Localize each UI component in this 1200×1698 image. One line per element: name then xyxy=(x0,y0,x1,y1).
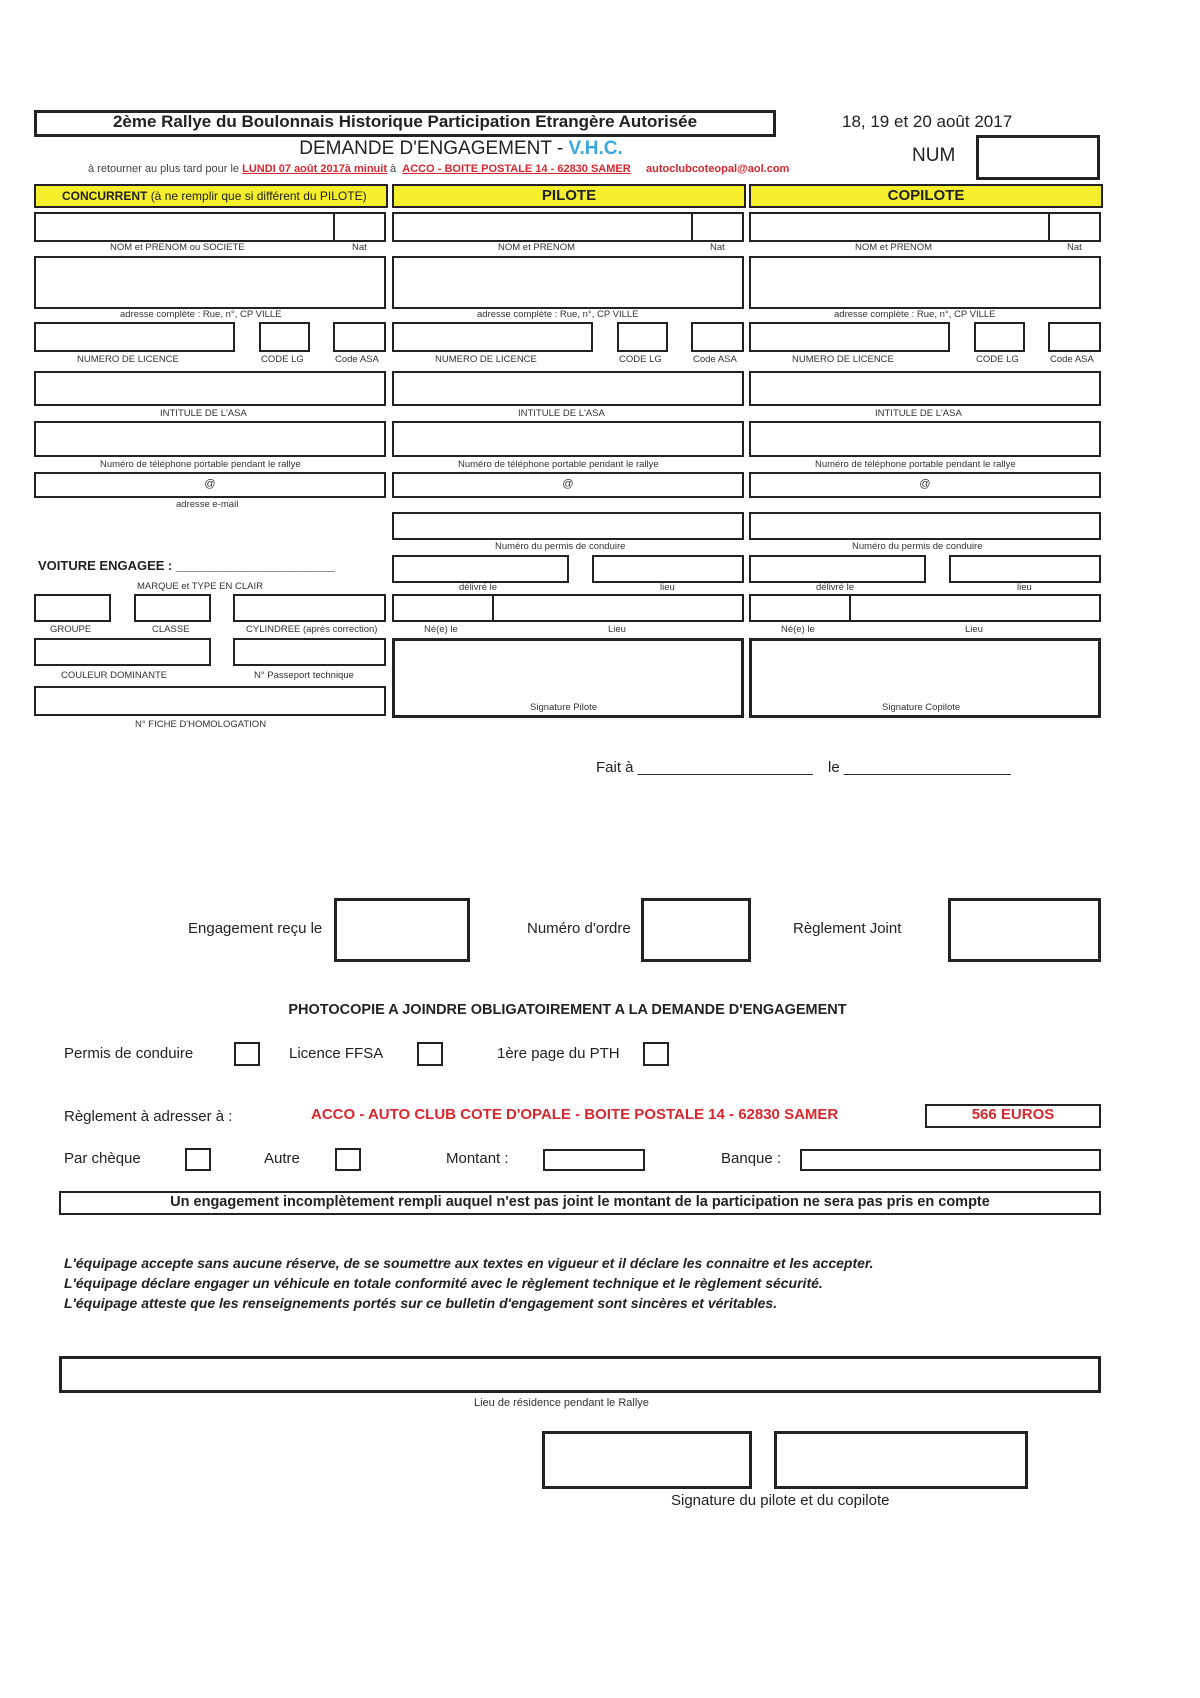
autre-label: Autre xyxy=(264,1150,300,1167)
copilote-licence-label: NUMERO DE LICENCE xyxy=(792,354,894,365)
concurrent-email-label: adresse e-mail xyxy=(176,499,239,510)
copilote-licence-field[interactable] xyxy=(749,322,950,352)
return-address: ACCO - BOITE POSTALE 14 - 62830 SAMER xyxy=(402,163,631,175)
amount-text: 566 EUROS xyxy=(971,1106,1055,1123)
copilote-phone-field[interactable] xyxy=(749,421,1101,457)
pilote-delivre-label: délivré le xyxy=(459,582,498,593)
concurrent-header xyxy=(34,184,388,208)
reglement-label: Règlement à adresser à : xyxy=(64,1108,233,1125)
copilote-asa-label: INTITULE DE L'ASA xyxy=(875,408,962,419)
engagement-recu-label: Engagement reçu le xyxy=(188,920,323,937)
pth-checkbox[interactable] xyxy=(643,1042,669,1066)
copilote-delivre-field[interactable] xyxy=(749,555,926,583)
rally-title: 2ème Rallye du Boulonnais Historique Participation Etrangère Autorisée xyxy=(112,112,698,131)
pilote-phone-field[interactable] xyxy=(392,421,744,457)
copilote-codelg-field[interactable] xyxy=(974,322,1025,352)
concurrent-asa-label: INTITULE DE L'ASA xyxy=(160,408,247,419)
copilote-lieu-naissance-label: Lieu xyxy=(965,624,983,635)
pilote-codelg-field[interactable] xyxy=(617,322,668,352)
pilote-name-label: NOM et PRENOM xyxy=(498,242,576,253)
pilote-lieu-naissance-label: Lieu xyxy=(608,624,626,635)
cheque-label: Par chèque xyxy=(64,1150,141,1167)
copilote-naissance-lieu-field[interactable] xyxy=(849,594,1101,622)
concurrent-name-label: NOM et PRENOM ou SOCIETE xyxy=(110,242,245,253)
final-signature-copilote[interactable] xyxy=(774,1431,1028,1489)
pilote-permis-label: Numéro du permis de conduire xyxy=(495,541,626,552)
final-signature-label: Signature du pilote et du copilote xyxy=(671,1492,890,1509)
copilote-name-field[interactable] xyxy=(749,212,1050,242)
pilote-codelg-label: CODE LG xyxy=(619,354,662,365)
copilote-address-label: adresse complète : Rue, n°, CP VILLE xyxy=(834,309,996,320)
couleur-field[interactable] xyxy=(34,638,211,666)
numero-ordre-label: Numéro d'ordre xyxy=(527,920,631,937)
homologation-label: N° FICHE D'HOMOLOGATION xyxy=(135,719,267,730)
concurrent-nat-label: Nat xyxy=(352,242,367,253)
return-date: LUNDI 07 août 2017à minuit xyxy=(242,163,387,175)
copilote-permis-label: Numéro du permis de conduire xyxy=(852,541,983,552)
pilote-ne-label: Né(e) le xyxy=(424,624,458,635)
pilote-asa-label: INTITULE DE L'ASA xyxy=(518,408,605,419)
declaration-1: L'équipage accepte sans aucune réserve, de se soumettre aux textes en vigueur et il déclare les connaitre et les accepter. xyxy=(64,1255,874,1271)
return-prefix: à retourner au plus tard pour le xyxy=(88,163,240,175)
copilote-signature-label: Signature Copilote xyxy=(882,702,961,713)
pilote-naissance-date-field[interactable] xyxy=(392,594,494,622)
groupe-label: GROUPE xyxy=(50,624,92,635)
pilote-address-field[interactable] xyxy=(392,256,744,309)
reglement-joint-label: Règlement Joint xyxy=(793,920,902,937)
copilote-nat-label: Nat xyxy=(1067,242,1082,253)
licence-checkbox[interactable] xyxy=(417,1042,443,1066)
concurrent-asa-field[interactable] xyxy=(34,371,386,406)
fait-le: le ____________________ xyxy=(828,759,1011,776)
form-subtitle xyxy=(0,138,922,160)
pilote-codeasa-field[interactable] xyxy=(691,322,744,352)
pth-checkbox-label: 1ère page du PTH xyxy=(497,1045,620,1062)
passeport-field[interactable] xyxy=(233,638,386,666)
concurrent-codelg-field[interactable] xyxy=(259,322,310,352)
pilote-permis-field[interactable] xyxy=(392,512,744,540)
concurrent-at-sign: @ xyxy=(204,478,216,490)
groupe-field[interactable] xyxy=(34,594,111,622)
return-instructions xyxy=(88,163,789,175)
event-dates: 18, 19 et 20 août 2017 xyxy=(842,112,1013,131)
copilote-permis-field[interactable] xyxy=(749,512,1101,540)
concurrent-address-field[interactable] xyxy=(34,256,386,309)
form-subtitle-text: DEMANDE D'ENGAGEMENT - xyxy=(299,138,564,159)
voiture-title: VOITURE ENGAGEE : ______________________ xyxy=(38,558,336,573)
cylindree-field[interactable] xyxy=(233,594,386,622)
concurrent-phone-field[interactable] xyxy=(34,421,386,457)
reglement-joint-field[interactable] xyxy=(948,898,1101,962)
residence-field[interactable] xyxy=(59,1356,1101,1393)
copilote-address-field[interactable] xyxy=(749,256,1101,309)
copilote-asa-field[interactable] xyxy=(749,371,1101,406)
pilote-licence-field[interactable] xyxy=(392,322,593,352)
copilote-naissance-date-field[interactable] xyxy=(749,594,851,622)
passeport-label: N° Passeport technique xyxy=(254,670,354,681)
copilote-nat-field[interactable] xyxy=(1048,212,1101,242)
copilote-at-sign: @ xyxy=(919,478,931,490)
photocopie-title: PHOTOCOPIE A JOINDRE OBLIGATOIREMENT A LA DEMANDE D'ENGAGEMENT xyxy=(288,1002,847,1018)
pilote-lieu-field[interactable] xyxy=(592,555,744,583)
copilote-header: COPILOTE xyxy=(749,184,1103,208)
permis-checkbox[interactable] xyxy=(234,1042,260,1066)
copilote-lieu-label: lieu xyxy=(1017,582,1032,593)
declaration-2: L'équipage déclare engager un véhicule en totale conformité avec le règlement technique et le règlement sécurité. xyxy=(64,1275,823,1291)
pilote-phone-label: Numéro de téléphone portable pendant le rallye xyxy=(458,459,659,470)
concurrent-licence-label: NUMERO DE LICENCE xyxy=(77,354,179,365)
pilote-lieu-label: lieu xyxy=(660,582,675,593)
residence-label: Lieu de résidence pendant le Rallye xyxy=(474,1397,649,1409)
concurrent-note: (à ne remplir que si différent du PILOTE) xyxy=(150,189,367,203)
numero-ordre-field[interactable] xyxy=(641,898,751,962)
copilote-codeasa-field[interactable] xyxy=(1048,322,1101,352)
copilote-codeasa-label: Code ASA xyxy=(1050,354,1094,365)
copilote-codelg-label: CODE LG xyxy=(976,354,1019,365)
copilote-lieu-field[interactable] xyxy=(949,555,1101,583)
homologation-field[interactable] xyxy=(34,686,386,716)
banque-label: Banque : xyxy=(721,1150,782,1167)
montant-label: Montant : xyxy=(446,1150,509,1167)
concurrent-licence-field[interactable] xyxy=(34,322,235,352)
return-a: à xyxy=(390,163,397,175)
declaration-3: L'équipage atteste que les renseignements portés sur ce bulletin d'engagement sont sincères et véritables. xyxy=(64,1295,778,1311)
num-label: NUM xyxy=(912,145,956,166)
pilote-address-label: adresse complète : Rue, n°, CP VILLE xyxy=(477,309,639,320)
pilote-asa-field[interactable] xyxy=(392,371,744,406)
warning-text: Un engagement incomplètement rempli auquel n'est pas joint le montant de la participation ne sera pas pris en compte xyxy=(170,1194,990,1210)
pilote-name-field[interactable] xyxy=(392,212,693,242)
concurrent-title: CONCURRENT xyxy=(62,189,148,203)
concurrent-nat-field[interactable] xyxy=(333,212,386,242)
engagement-recu-field[interactable] xyxy=(334,898,470,962)
pilote-naissance-lieu-field[interactable] xyxy=(492,594,744,622)
licence-checkbox-label: Licence FFSA xyxy=(289,1045,384,1062)
concurrent-codelg-label: CODE LG xyxy=(261,354,304,365)
num-field[interactable] xyxy=(976,135,1100,180)
marque-label: MARQUE et TYPE EN CLAIR xyxy=(137,581,263,592)
concurrent-codeasa-label: Code ASA xyxy=(335,354,379,365)
pilote-header: PILOTE xyxy=(392,184,746,208)
montant-field[interactable] xyxy=(543,1149,645,1171)
copilote-ne-label: Né(e) le xyxy=(781,624,815,635)
pilote-at-sign: @ xyxy=(562,478,574,490)
pilote-delivre-field[interactable] xyxy=(392,555,569,583)
copilote-name-label: NOM et PRENOM xyxy=(855,242,933,253)
pilote-nat-label: Nat xyxy=(710,242,725,253)
copilote-phone-label: Numéro de téléphone portable pendant le rallye xyxy=(815,459,1016,470)
pilote-nat-field[interactable] xyxy=(691,212,744,242)
concurrent-codeasa-field[interactable] xyxy=(333,322,386,352)
banque-field[interactable] xyxy=(800,1149,1101,1171)
classe-field[interactable] xyxy=(134,594,211,622)
concurrent-name-field[interactable] xyxy=(34,212,335,242)
classe-label: CLASSE xyxy=(152,624,190,635)
contact-email[interactable]: autoclubcoteopal@aol.com xyxy=(645,163,790,175)
concurrent-address-label: adresse complète : Rue, n°, CP VILLE xyxy=(120,309,282,320)
final-signature-pilote[interactable] xyxy=(542,1431,752,1489)
autre-checkbox[interactable] xyxy=(335,1148,361,1171)
copilote-delivre-label: délivré le xyxy=(816,582,855,593)
pilote-codeasa-label: Code ASA xyxy=(693,354,737,365)
concurrent-phone-label: Numéro de téléphone portable pendant le rallye xyxy=(100,459,301,470)
pilote-signature-label: Signature Pilote xyxy=(530,702,598,713)
pilote-licence-label: NUMERO DE LICENCE xyxy=(435,354,537,365)
cylindree-label: CYLINDREE (après correction) xyxy=(246,624,378,635)
reglement-address: ACCO - AUTO CLUB COTE D'OPALE - BOITE POSTALE 14 - 62830 SAMER xyxy=(311,1106,839,1123)
couleur-label: COULEUR DOMINANTE xyxy=(61,670,168,681)
vhc-label: V.H.C. xyxy=(568,138,623,159)
fait-a: Fait à _____________________ xyxy=(596,759,813,776)
cheque-checkbox[interactable] xyxy=(185,1148,211,1171)
permis-checkbox-label: Permis de conduire xyxy=(64,1045,194,1062)
